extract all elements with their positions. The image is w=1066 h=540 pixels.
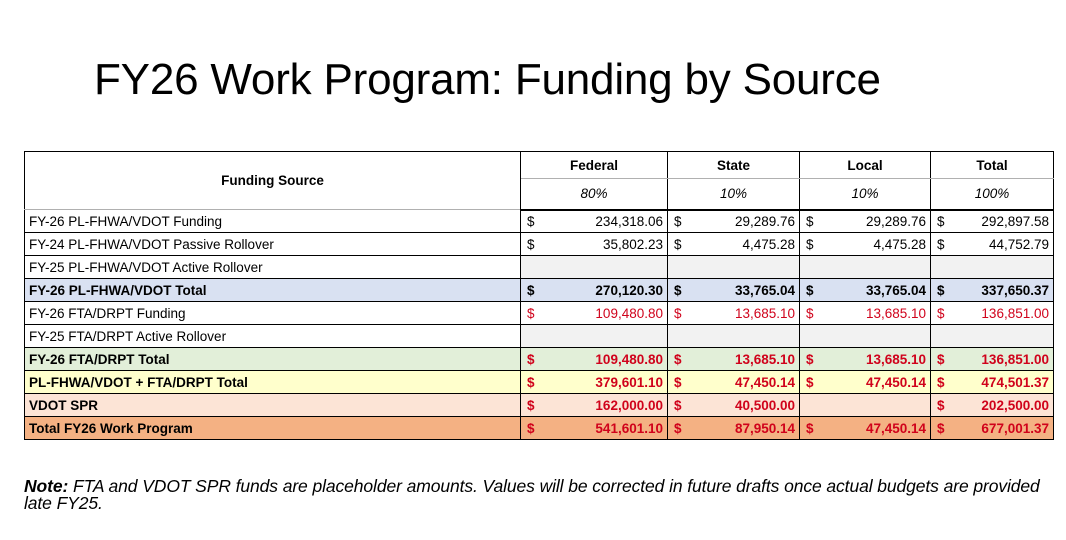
currency-symbol: $: [937, 397, 945, 413]
federal-amount: 109,480.80: [595, 305, 663, 321]
funding-source-header: Funding Source: [25, 152, 521, 210]
state-amount: 47,450.14: [734, 374, 795, 390]
local-cell: [800, 233, 931, 256]
total-amount: 136,851.00: [981, 305, 1049, 321]
federal-cell: [521, 302, 668, 325]
currency-symbol: $: [674, 236, 682, 252]
local-amount: 4,475.28: [873, 236, 926, 252]
federal-cell: [521, 233, 668, 256]
currency-symbol: $: [527, 282, 535, 298]
total-amount: 202,500.00: [981, 397, 1049, 413]
local-cell: [800, 279, 931, 302]
row-fy26-fta-total: [25, 348, 1054, 371]
currency-symbol: $: [937, 420, 945, 436]
currency-symbol: $: [527, 236, 535, 252]
total-cell: [931, 279, 1054, 302]
state-cell: [668, 302, 800, 325]
total-amount: 136,851.00: [981, 351, 1049, 367]
total-cell: [931, 233, 1054, 256]
federal-amount: 379,601.10: [595, 374, 663, 390]
local-amount: 29,289.76: [865, 213, 926, 229]
state-amount: 13,685.10: [734, 305, 795, 321]
currency-symbol: $: [527, 351, 535, 367]
currency-symbol: $: [937, 282, 945, 298]
state-header: State: [668, 152, 800, 179]
local-cell: [800, 302, 931, 325]
local-cell: [800, 256, 931, 279]
row-label: FY-25 PL-FHWA/VDOT Active Rollover: [25, 256, 521, 279]
row-label: PL-FHWA/VDOT + FTA/DRPT Total: [25, 371, 521, 394]
state-amount: 29,289.76: [734, 213, 795, 229]
page-title: FY26 Work Program: Funding by Source: [94, 55, 881, 104]
table-header-row: [25, 152, 1054, 179]
currency-symbol: $: [674, 397, 682, 413]
total-amount: 292,897.58: [981, 213, 1049, 229]
federal-cell: [521, 371, 668, 394]
total-cell: [931, 302, 1054, 325]
currency-symbol: $: [937, 305, 945, 321]
row-label: VDOT SPR: [25, 394, 521, 417]
footnote: [24, 478, 1054, 512]
row-fy26-pl-total: [25, 279, 1054, 302]
state-cell: [668, 279, 800, 302]
local-cell: [800, 394, 931, 417]
state-amount: 33,765.04: [734, 282, 795, 298]
currency-symbol: $: [527, 420, 535, 436]
local-cell: [800, 210, 931, 233]
currency-symbol: $: [527, 213, 535, 229]
local-amount: 13,685.10: [865, 305, 926, 321]
federal-share: 80%: [521, 179, 668, 210]
row-vdot-spr: [25, 394, 1054, 417]
row-combined-total: [25, 371, 1054, 394]
federal-cell: [521, 348, 668, 371]
row-label: FY-26 PL-FHWA/VDOT Funding: [25, 210, 521, 233]
state-cell: [668, 371, 800, 394]
local-cell: [800, 348, 931, 371]
row-fy26-pl-funding: [25, 210, 1054, 233]
currency-symbol: $: [674, 305, 682, 321]
total-header: Total: [931, 152, 1054, 179]
local-cell: [800, 371, 931, 394]
currency-symbol: $: [527, 305, 535, 321]
federal-cell: [521, 325, 668, 348]
row-label: FY-24 PL-FHWA/VDOT Passive Rollover: [25, 233, 521, 256]
total-cell: [931, 256, 1054, 279]
total-amount: 474,501.37: [981, 374, 1049, 390]
note-text: FTA and VDOT SPR funds are placeholder amounts. Values will be corrected in future drafts once actual budgets are provided late FY25.: [24, 476, 1040, 513]
currency-symbol: $: [937, 213, 945, 229]
currency-symbol: $: [806, 351, 814, 367]
state-cell: [668, 256, 800, 279]
currency-symbol: $: [806, 420, 814, 436]
currency-symbol: $: [527, 397, 535, 413]
note-label: Note:: [24, 476, 69, 496]
local-amount: 33,765.04: [865, 282, 926, 298]
row-label: FY-26 FTA/DRPT Total: [25, 348, 521, 371]
currency-symbol: $: [527, 374, 535, 390]
state-cell: [668, 417, 800, 440]
total-share: 100%: [931, 179, 1054, 210]
local-amount: 13,685.10: [865, 351, 926, 367]
state-share: 10%: [668, 179, 800, 210]
federal-cell: [521, 256, 668, 279]
state-amount: 13,685.10: [734, 351, 795, 367]
federal-cell: [521, 394, 668, 417]
total-amount: 677,001.37: [981, 420, 1049, 436]
federal-amount: 35,802.23: [602, 236, 663, 252]
row-grand-total: [25, 417, 1054, 440]
federal-amount: 270,120.30: [595, 282, 663, 298]
currency-symbol: $: [937, 236, 945, 252]
total-cell: [931, 417, 1054, 440]
total-cell: [931, 394, 1054, 417]
local-cell: [800, 417, 931, 440]
local-share: 10%: [800, 179, 931, 210]
total-amount: 337,650.37: [981, 282, 1049, 298]
row-label: Total FY26 Work Program: [25, 417, 521, 440]
total-cell: [931, 371, 1054, 394]
state-cell: [668, 394, 800, 417]
currency-symbol: $: [806, 374, 814, 390]
currency-symbol: $: [806, 213, 814, 229]
federal-amount: 109,480.80: [595, 351, 663, 367]
currency-symbol: $: [674, 420, 682, 436]
currency-symbol: $: [937, 351, 945, 367]
row-label: FY-26 PL-FHWA/VDOT Total: [25, 279, 521, 302]
federal-cell: [521, 417, 668, 440]
currency-symbol: $: [806, 236, 814, 252]
state-cell: [668, 233, 800, 256]
state-amount: 87,950.14: [734, 420, 795, 436]
total-cell: [931, 325, 1054, 348]
state-cell: [668, 325, 800, 348]
currency-symbol: $: [806, 282, 814, 298]
row-fy25-pl-active-rollover: [25, 256, 1054, 279]
state-cell: [668, 348, 800, 371]
local-amount: 47,450.14: [865, 420, 926, 436]
currency-symbol: $: [674, 282, 682, 298]
row-label: FY-25 FTA/DRPT Active Rollover: [25, 325, 521, 348]
currency-symbol: $: [674, 351, 682, 367]
state-cell: [668, 210, 800, 233]
row-fy24-pl-passive-rollover: [25, 233, 1054, 256]
currency-symbol: $: [806, 305, 814, 321]
state-amount: 4,475.28: [742, 236, 795, 252]
federal-amount: 541,601.10: [595, 420, 663, 436]
row-label: FY-26 FTA/DRPT Funding: [25, 302, 521, 325]
currency-symbol: $: [674, 374, 682, 390]
local-amount: 47,450.14: [865, 374, 926, 390]
currency-symbol: $: [937, 374, 945, 390]
local-cell: [800, 325, 931, 348]
total-cell: [931, 348, 1054, 371]
local-header: Local: [800, 152, 931, 179]
state-amount: 40,500.00: [734, 397, 795, 413]
total-cell: [931, 210, 1054, 233]
funding-table: [24, 151, 1054, 440]
total-amount: 44,752.79: [988, 236, 1049, 252]
federal-cell: [521, 210, 668, 233]
federal-header: Federal: [521, 152, 668, 179]
federal-amount: 162,000.00: [595, 397, 663, 413]
row-fy26-fta-funding: [25, 302, 1054, 325]
currency-symbol: $: [674, 213, 682, 229]
federal-amount: 234,318.06: [595, 213, 663, 229]
federal-cell: [521, 279, 668, 302]
row-fy25-fta-active-rollover: [25, 325, 1054, 348]
